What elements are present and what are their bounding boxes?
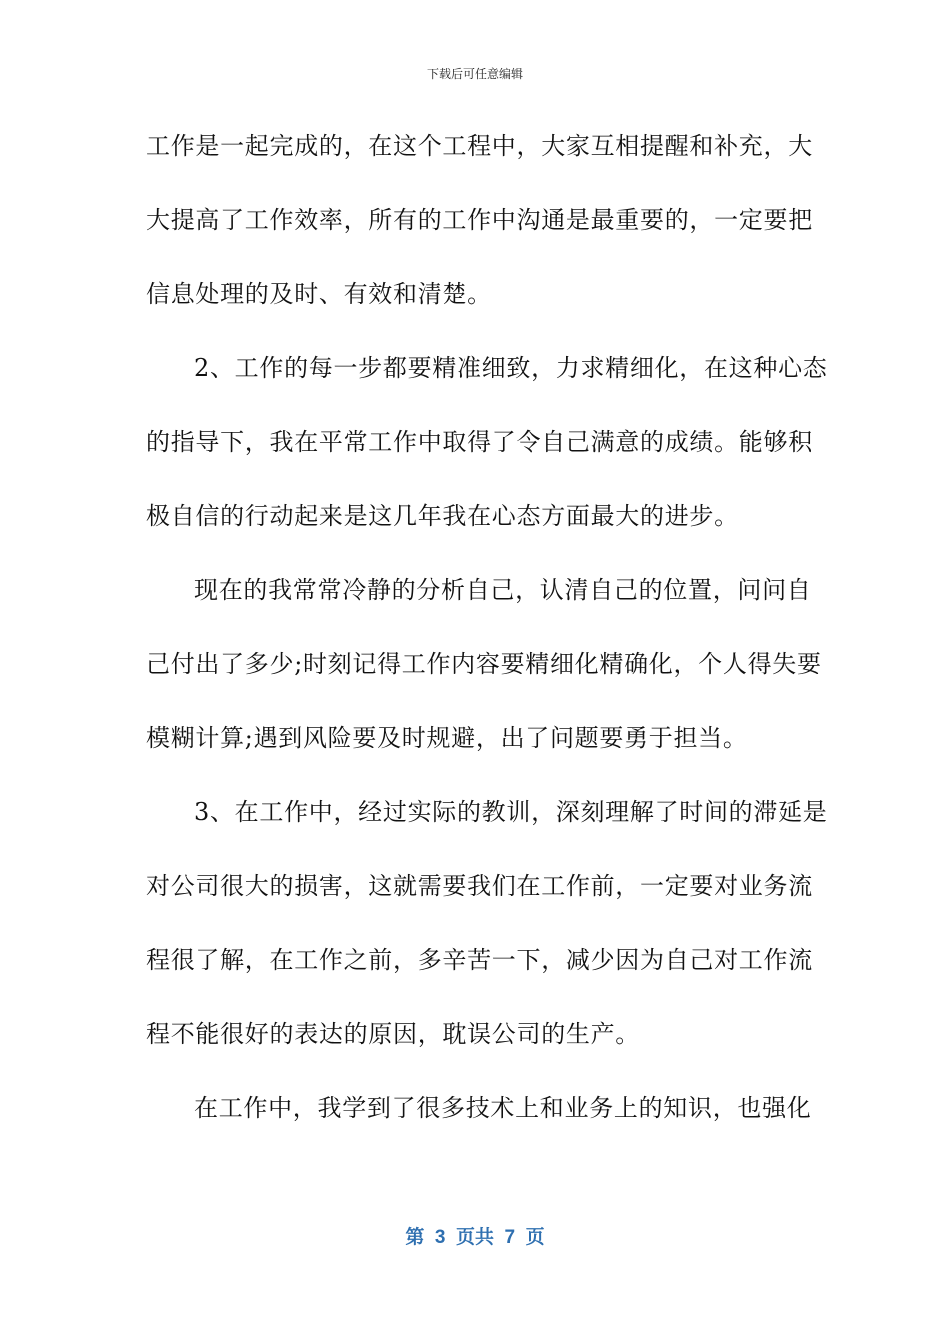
text-line: 模糊计算;遇到风险要及时规避，出了问题要勇于担当。 <box>146 724 748 752</box>
text-line: 程不能很好的表达的原因，耽误公司的生产。 <box>146 1020 640 1048</box>
text-line: 3、在工作中，经过实际的教训，深刻理解了时间的滞延是 <box>194 798 828 826</box>
page-number: 第 3 页共 7 页 <box>405 1227 545 1248</box>
text-line: 在工作中，我学到了很多技术上和业务上的知识，也强化 <box>194 1094 812 1122</box>
text-line: 程很了解，在工作之前，多辛苦一下，减少因为自己对工作流 <box>146 946 813 974</box>
text-line: 工作是一起完成的，在这个工程中，大家互相提醒和补充，大 <box>146 132 813 160</box>
document-body <box>146 120 828 1156</box>
text-line: 己付出了多少;时刻记得工作内容要精细化精确化，个人得失要 <box>146 650 822 678</box>
page-header-note: 下载后可任意编辑 <box>426 67 523 81</box>
text-line: 对公司很大的损害，这就需要我们在工作前，一定要对业务流 <box>146 872 813 900</box>
text-line: 信息处理的及时、有效和清楚。 <box>146 280 492 308</box>
text-line: 现在的我常常冷静的分析自己，认清自己的位置，问问自 <box>194 576 812 604</box>
text-line: 2、工作的每一步都要精准细致，力求精细化，在这种心态 <box>194 354 828 382</box>
text-line: 大提高了工作效率，所有的工作中沟通是最重要的，一定要把 <box>146 206 813 234</box>
text-line: 的指导下，我在平常工作中取得了令自己满意的成绩。能够积 <box>146 428 813 456</box>
text-line: 极自信的行动起来是这几年我在心态方面最大的进步。 <box>146 502 739 530</box>
